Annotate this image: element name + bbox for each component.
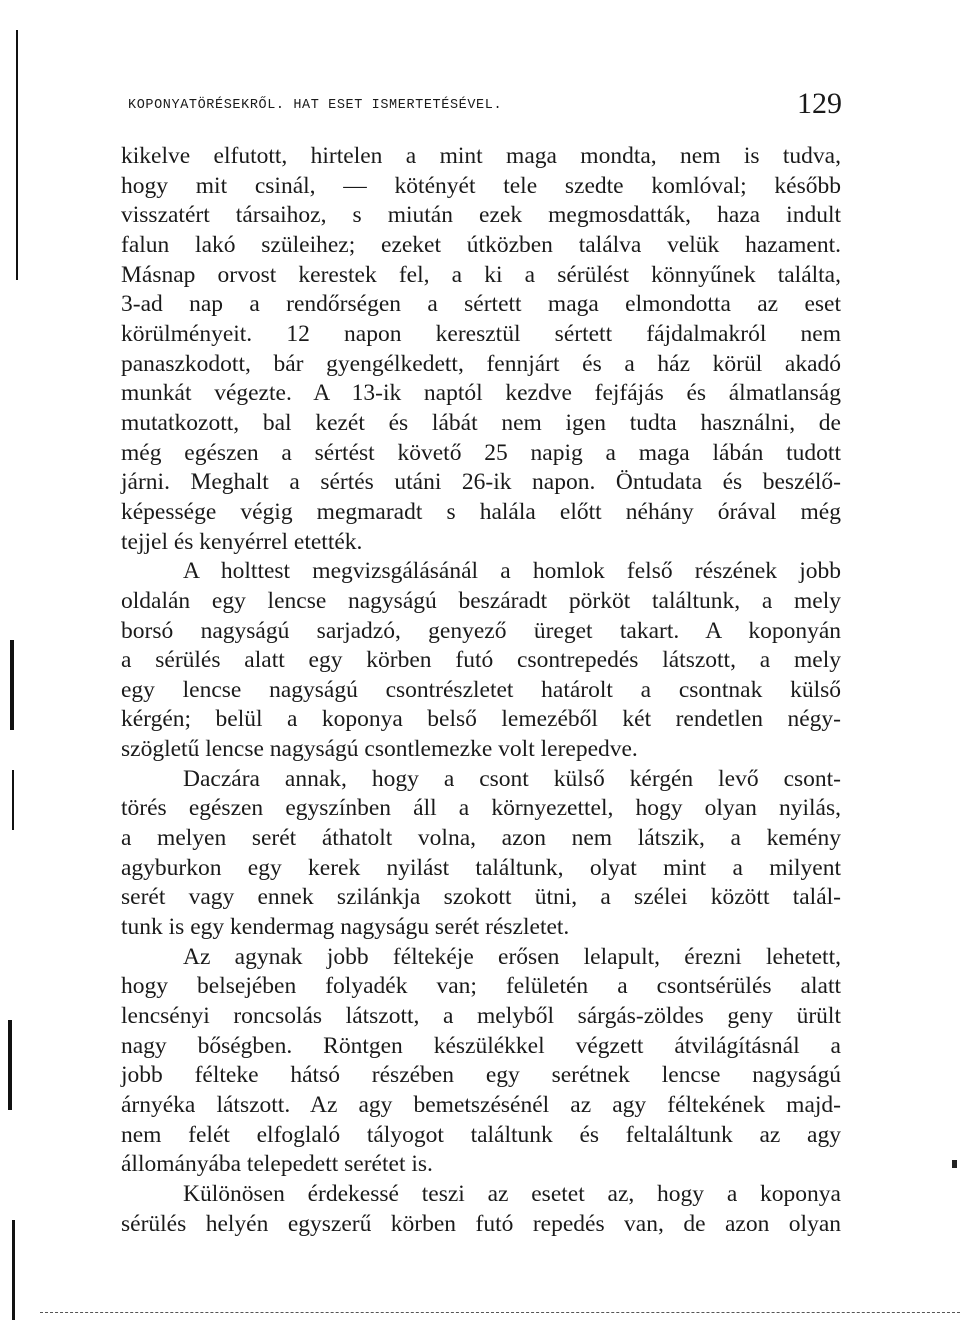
text-line: járni. Meghalt a sértés utáni 26-ik napon. Öntudata és beszélő- [121, 469, 841, 496]
text-line: jobb félteke hátsó részében egy serétnek lencse nagyságú [121, 1062, 841, 1089]
binding-edge-mark [8, 1020, 12, 1110]
edge-speck [952, 1160, 957, 1168]
text-line: panaszkodott, bár gyengélkedett, fennjárt és a ház körül akadó [121, 350, 841, 377]
text-line: nem felét elfoglaló tályogot találtunk és feltaláltunk az agy [121, 1121, 841, 1148]
text-line: Különösen érdekessé teszi az esetet az, hogy a koponya [183, 1180, 841, 1207]
text-line: Az agynak jobb féltekéje erősen lelapult, érezni lehetett, [183, 943, 841, 970]
text-line: még egészen a sértést követő 25 napig a maga lábán tudott [121, 439, 841, 466]
text-line: törés egészen egyszínben áll a környezettel, hogy olyan nyilás, [121, 795, 841, 822]
text-line: falun lakó szüleihez; ezeket útközben találva velük hazament. [121, 231, 841, 258]
paragraph [121, 142, 841, 557]
text-line: Másnap orvost kerestek fel, a ki a sérülést könnyűnek találta, [121, 261, 841, 288]
text-line: kikelve elfutott, hirtelen a mint maga mondta, nem is tudva, [121, 143, 841, 169]
paragraph [121, 765, 841, 943]
text-line: sérülés helyén egyszerű körben futó repedés van, de azon olyan [121, 1210, 841, 1237]
text-line: a sérülés alatt egy körben futó csontrepedés látszott, a mely [121, 647, 841, 674]
binding-edge-mark [10, 640, 14, 730]
text-line: borsó nagyságú sarjadzó, genyező üreget takart. A koponyán [121, 617, 841, 644]
text-line: árnyéka látszott. Az agy bemetszésénél az agy féltekének majd- [121, 1092, 841, 1118]
bottom-edge-line [40, 1312, 960, 1313]
binding-edge-mark [12, 770, 14, 830]
text-line: oldalán egy lencse nagyságú beszáradt pörköt találtunk, a mely [121, 587, 841, 614]
text-line: A holttest megvizsgálásánál a homlok felső részének jobb [183, 558, 841, 585]
text-line: tunk is egy kendermag nagyságu serét részletet. [121, 914, 570, 941]
paragraph [121, 1180, 841, 1239]
paragraph [121, 557, 841, 765]
text-line: a melyen serét áthatolt volna, azon nem látszik, a kemény [121, 825, 841, 852]
text-line: Daczára annak, hogy a csont külső kérgén levő csont- [183, 765, 841, 792]
text-line: tejjel és kenyérrel etették. [121, 528, 363, 555]
text-line: körülményeit. 12 napon keresztül sértett fájdalmakról nem [121, 320, 841, 347]
text-line: kérgén; belül a koponya belső lemezéből két rendetlen négy- [121, 706, 841, 733]
text-line: képessége végig megmaradt s halála előtt néhány órával még [121, 498, 841, 525]
text-line: mutatkozott, bal kezét és lábát nem igen tudta használni, de [121, 409, 841, 436]
running-title: KOPONYATÖRÉSEKRŐL. HAT ESET ISMERTETÉSÉVEL. [128, 98, 503, 113]
text-line: agyburkon egy kerek nyilást találtunk, olyat mint a milyent [121, 854, 841, 881]
text-line: munkát végezte. A 13-ik naptól kezdve fejfájás és álmatlanság [121, 380, 841, 407]
text-line: állományába telepedett serétet is. [121, 1151, 433, 1178]
paragraph [121, 943, 841, 1180]
page-number: 129 [797, 87, 842, 120]
text-line: 3-ad nap a rendőrségen a sértett maga elmondotta az eset [121, 291, 841, 318]
binding-edge-mark [16, 30, 18, 280]
text-line: visszatért társaihoz, s miután ezek megmosdatták, haza indult [121, 202, 841, 229]
text-line: egy lencse nagyságú csontrészletet határolt a csontnak külső [121, 676, 841, 703]
text-line: szögletű lencse nagyságú csontlemezke volt lerepedve. [121, 736, 638, 763]
text-line: hogy mit csinál, — kötényét tele szedte komlóval; később [121, 172, 841, 199]
binding-edge-mark [12, 1220, 15, 1320]
text-line: lencsényi roncsolás látszott, a melyből sárgás-zöldes geny ürült [121, 1003, 841, 1030]
text-line: serét vagy ennek szilánkja szokott ütni, a szélei között talál- [121, 884, 841, 911]
text-line: hogy belsejében folyadék van; felületén a csontsérülés alatt [121, 973, 841, 1000]
text-line: nagy bőségben. Röntgen készülékkel végzett átvilágításnál a [121, 1032, 841, 1059]
page-header [120, 88, 842, 128]
body-text [121, 142, 841, 1239]
